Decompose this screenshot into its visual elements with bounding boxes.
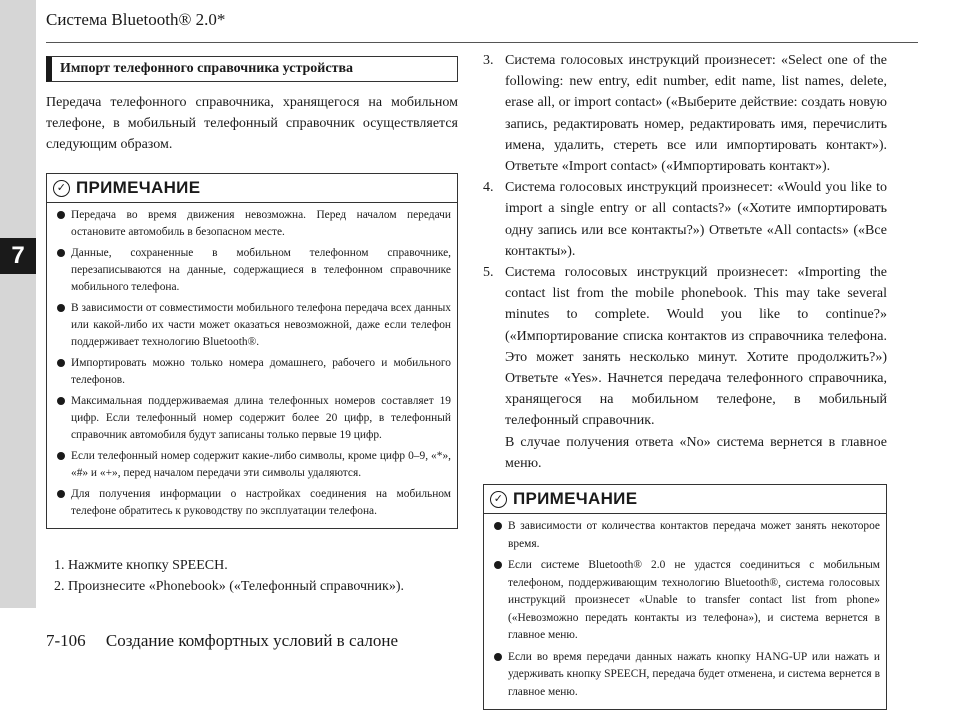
note-header bbox=[490, 485, 880, 511]
section-title: Импорт телефонного справочника устройства bbox=[46, 56, 458, 82]
intro-paragraph: Передача телефонного справочника, хранящегося на мобильном телефоне, в мобильный телефонный справочник осуществляется следующим образом. bbox=[46, 95, 458, 152]
steps-right bbox=[483, 50, 887, 474]
note-label: ПРИМЕЧАНИЕ bbox=[513, 489, 638, 509]
note-item: Импортировать можно только номера домашнего, рабочего и мобильного телефонов. bbox=[53, 355, 451, 389]
page-footer bbox=[46, 631, 398, 651]
step-text: Система голосовых инструкций произнесет: «Select one of the following: new entry, edit number, edit name, list names, delete, erase all, or import contact» («Выберите действие: создать новую запись, редактировать номер, редактировать имя, перечислить имена, удалить, стереть все или импортировать контакт»). Ответьте «Import contact» («Импортировать контакт»). bbox=[505, 53, 887, 175]
note-item: Передача во время движения невозможна. Перед началом передачи остановите автомобиль в безопасном месте. bbox=[53, 207, 451, 241]
footer-title: Создание комфортных условий в салоне bbox=[105, 631, 399, 650]
step-4 bbox=[483, 177, 887, 262]
note-divider bbox=[484, 513, 886, 514]
note-divider bbox=[47, 202, 457, 203]
step-1: 1. Нажмите кнопку SPEECH. bbox=[54, 558, 228, 573]
page-header-title: Система Bluetooth® 2.0* bbox=[46, 10, 226, 29]
step-2: 2. Произнесите «Phonebook» («Телефонный справочник»). bbox=[54, 579, 405, 594]
step-3 bbox=[483, 50, 887, 177]
note-list-left bbox=[53, 207, 451, 520]
note-item-text: В зависимости от совместимости мобильного телефона передача всех данных или какой-либо их части может оказаться невозможной, даже если телефон поддерживает технологию Bluetooth®. bbox=[71, 302, 451, 348]
step-text: Система голосовых инструкций произнесет: «Would you like to import a single entry or all contacts?» («Хотите импортировать одну запись или все контакты?») Ответьте «All contacts» («Все контакты»). bbox=[505, 180, 887, 259]
note-list-right bbox=[490, 518, 880, 701]
note-item: Максимальная поддерживаемая длина телефонных номеров составляет 19 цифр. Если телефонный номер содержит более 20 цифр, в телефонный справочник автомобиля будут записаны только первые 19 цифр. bbox=[53, 393, 451, 444]
step-number: 5. bbox=[483, 265, 494, 281]
check-icon: ✓ bbox=[490, 491, 507, 508]
note-label: ПРИМЕЧАНИЕ bbox=[76, 178, 201, 197]
chapter-number: 7 bbox=[0, 238, 36, 274]
step-number: 3. bbox=[483, 53, 494, 68]
note-item: Данные, сохраненные в мобильном телефонном справочнике, перезаписываются на данные, содержащиеся в телефонном справочнике мобильного телефона. bbox=[53, 245, 451, 296]
header-divider bbox=[46, 42, 918, 43]
note-header bbox=[53, 174, 451, 200]
step-number: 4. bbox=[483, 180, 494, 196]
note-item: В зависимости от количества контактов передача может занять некоторое время. bbox=[490, 518, 880, 553]
left-column bbox=[46, 56, 458, 597]
right-column bbox=[483, 50, 887, 710]
steps-left bbox=[46, 555, 458, 597]
note-item: Если во время передачи данных нажать кнопку HANG-UP или нажать и удерживать кнопку SPEECH, передача будет отменена, и система вернется в главное меню. bbox=[490, 649, 880, 702]
step-5 bbox=[483, 262, 887, 474]
page-number: 7-106 bbox=[46, 631, 86, 650]
note-box-left bbox=[46, 173, 458, 529]
step-followup: В случае получения ответа «No» система вернется в главное меню. bbox=[505, 434, 887, 471]
note-item: Для получения информации о настройках соединения на мобильном телефоне обратитесь к руководству по эксплуатации телефона. bbox=[53, 486, 451, 520]
note-item bbox=[53, 300, 451, 351]
note-item: Если системе Bluetooth® 2.0 не удастся соединиться с мобильным телефоном, поддерживающим технологию Bluetooth®, система голосовых инструкций произнесет «Unable to transfer contact list from phone» («Невозможно передать контакты из телефона»), и система вернется в главное меню. bbox=[490, 557, 880, 645]
note-box-right bbox=[483, 484, 887, 710]
check-icon: ✓ bbox=[53, 180, 70, 197]
chapter-side-tab bbox=[0, 0, 36, 608]
step-text: Система голосовых инструкций произнесет: «Importing the contact list from the mobile phonebook. This may take several minutes to complete. Would you like to continue?» («Импортирование списка контактов из справочника телефона. Это может занять несколько минут. Хотите продолжить?») Ответьте «Yes». Начнется передача телефонного справочника, хранящегося на мобильном телефоне, в мобильный телефонный справочник. bbox=[505, 265, 887, 429]
note-item: Если телефонный номер содержит какие-либо символы, кроме цифр 0–9, «*», «#» и «+», перед началом передачи эти символы удаляются. bbox=[53, 448, 451, 482]
